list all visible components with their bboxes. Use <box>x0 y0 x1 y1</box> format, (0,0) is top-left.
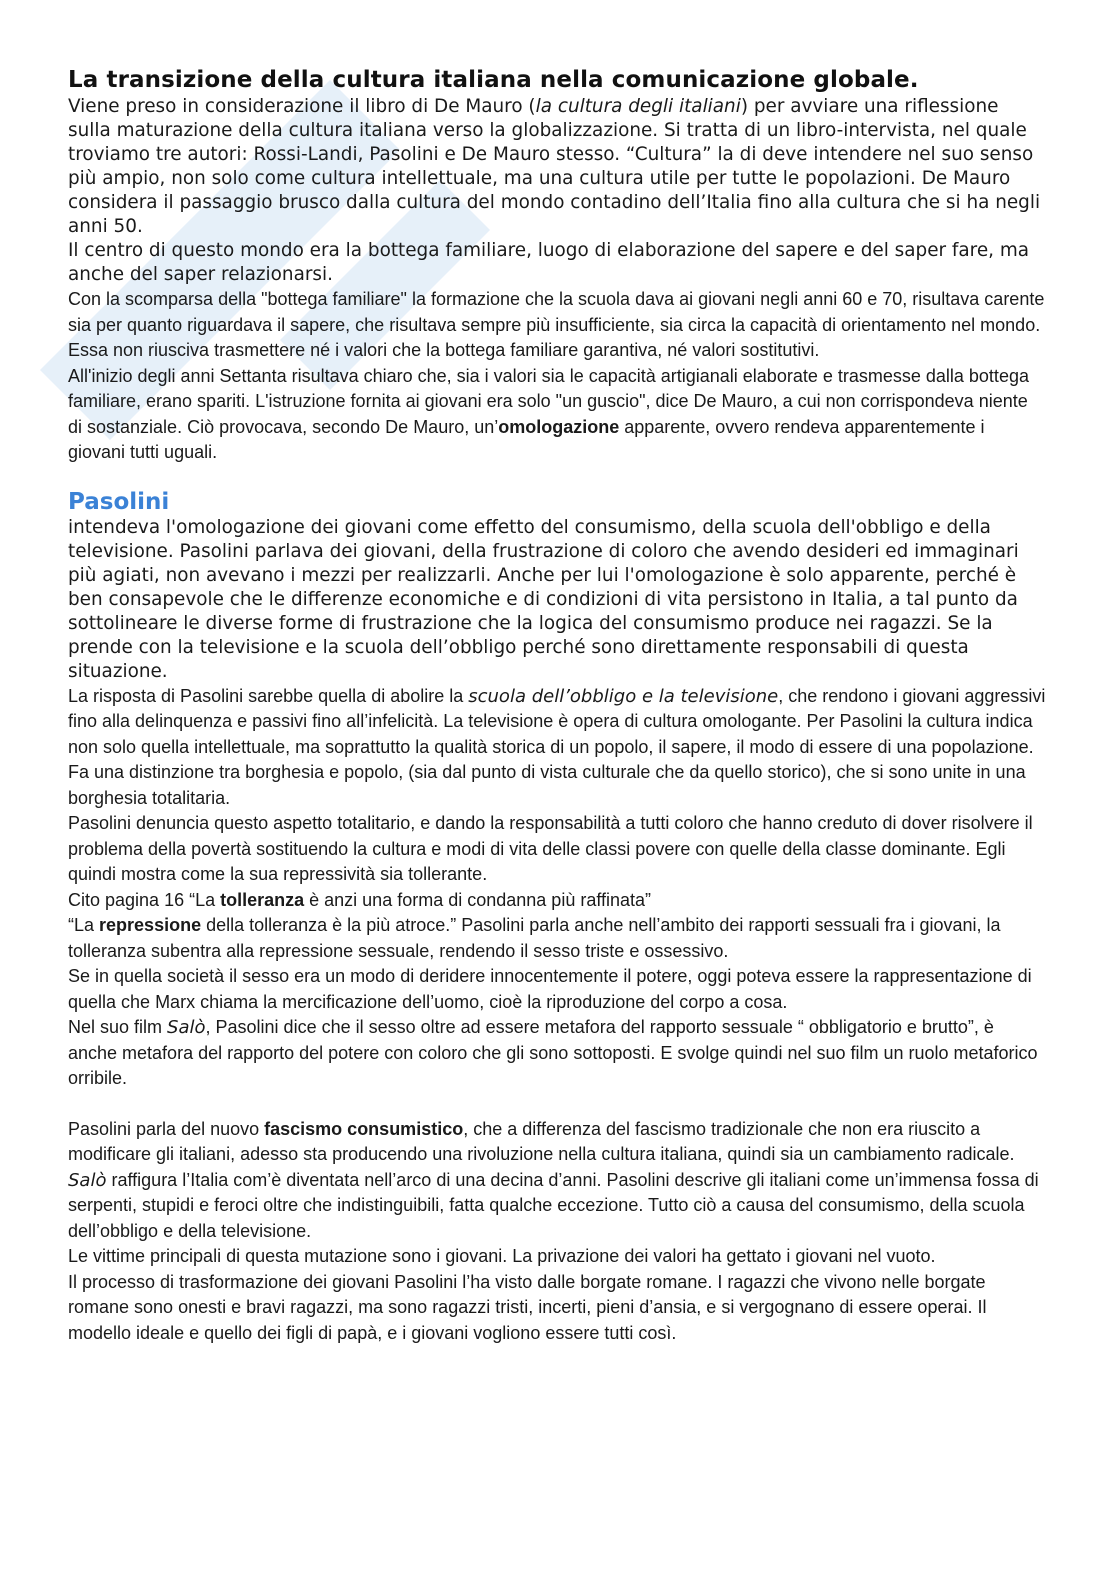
intro-paragraph: Viene preso in considerazione il libro di De Mauro (la cultura degli italiani) per avviare una riflessione sulla maturazione della cultura italiana verso la globalizzazione. Si tratta di un libro-intervista, nel quale troviamo tre autori: Rossi-Landi, Pasolini e De Mauro stesso. “Cultura” la di deve intendere nel suo senso più ampio, non solo come cultura intellettuale, ma una cultura utile per tutte le popolazioni. De Mauro considera il passaggio brusco dalla cultura del mondo contadino dell’Italia fino alla cultura che si ha negli anni 50. <box>68 96 1041 237</box>
body-paragraph: All'inizio degli anni Settanta risultava chiaro che, sia i valori sia le capacità artigianali elaborate e trasmesse dalla bottega familiare, erano spariti. L'istruzione fornita ai giovani era solo "un guscio", dice De Mauro, a cui non corrispondeva niente di sostanziale. Ciò provocava, secondo De Mauro, un’omologazione apparente, ovvero rendeva apparentemente i giovani tutti uguali. <box>68 365 1029 462</box>
italic-film-title: Salò <box>68 1169 107 1191</box>
pasolini-intro: intendeva l'omologazione dei giovani come effetto del consumismo, della scuola dell'obbligo e della televisione. Pasolini parlava dei giovani, della frustrazione di coloro che avendo desideri ed immaginari più agiati, non avevano i mezzi per realizzarli. Anche per lui l'omologazione è solo apparente, perché è ben consapevole che le differenze economiche e di condizioni di vita persistono in Italia, a tal punto da sottolineare le diverse forme di frustrazione che la logica del consumismo produce nei ragazzi. Se la prende con la televisione e la scuola dell’obbligo perché sono direttamente responsabili di questa situazione. <box>68 516 1019 682</box>
body-paragraph: Con la scomparsa della "bottega familiare" la formazione che la scuola dava ai giovani negli anni 60 e 70, risultava carente sia per quanto riguardava il sapere, che risultava sempre più insufficiente, sia circa la capacità di orientamento nel mondo. <box>68 289 1045 335</box>
bold-term: omologazione <box>498 416 620 437</box>
book-title: la cultura degli italiani <box>535 96 741 117</box>
body-paragraph: Cito pagina 16 “La tolleranza è anzi una forma di condanna più raffinata” <box>68 889 652 910</box>
document-title: La transizione della cultura italiana nella comunicazione globale. <box>68 67 919 93</box>
italic-term: scuola dell’obbligo e la televisione <box>468 685 779 707</box>
body-paragraph: Pasolini denuncia questo aspetto totalitario, e dando la responsabilità a tutti coloro che hanno creduto di dover risolvere il problema della povertà sostituendo la cultura e modi di vita delle classi povere con quelle della classe dominante. Egli quindi mostra come la sua repressività sia tollerante. <box>68 813 1033 884</box>
body-paragraph: Salò raffigura l’Italia com’è diventata nell’arco di una decina d’anni. Pasolini descrive gli italiani come un’immensa fossa di serpenti, stupidi e feroci oltre che indistinguibili, fatta qualche eccezione. Tutto ciò a causa del consumismo, della scuola dell’obbligo e della televisione. <box>68 1169 1039 1241</box>
body-paragraph: Se in quella società il sesso era un modo di deridere innocentemente il potere, oggi poteva essere la rappresentazione di quella che Marx chiama la mercificazione dell’uomo, cioè la riproduzione del corpo a cosa. <box>68 966 1032 1012</box>
body-paragraph: Il processo di trasformazione dei giovani Pasolini l’ha visto dalle borgate romane. I ragazzi che vivono nelle borgate romane sono onesti e bravi ragazzi, ma sono ragazzi tristi, incerti, pieni d’ansia, e si vergognano di essere operai. Il modello ideale e quello dei figli di papà, e i giovani vogliono essere tutti così. <box>68 1271 987 1343</box>
body-paragraph: Le vittime principali di questa mutazione sono i giovani. La privazione dei valori ha gettato i giovani nel vuoto. <box>68 1246 936 1266</box>
body-paragraph: “La repressione della tolleranza è la più atroce.” Pasolini parla anche nell’ambito dei rapporti sessuali fra i giovani, la tolleranza subentra alla repressione sessuale, rendendo il sesso triste e ossessivo. <box>68 915 1001 961</box>
body-paragraph: La risposta di Pasolini sarebbe quella di abolire la scuola dell’obbligo e la televisione, che rendono i giovani aggressivi fino alla delinquenza e passivi fino all’infelicità. La televisione è opera di cultura omologante. Per Pasolini la cultura indica non solo quella intellettuale, ma soprattutto la qualità storica di un popolo, il sapere, il modo di essere di una popolazione. Fa una distinzione tra borghesia e popolo, (sia dal punto di vista culturale che da quello storico), che si sono unite in una borghesia totalitaria. <box>68 685 1046 808</box>
intro-paragraph-2: Il centro di questo mondo era la bottega familiare, luogo di elaborazione del sapere e del saper fare, ma anche del saper relazionarsi. <box>68 240 1030 285</box>
bold-term: repressione <box>99 915 202 935</box>
section-heading-pasolini: Pasolini <box>68 488 170 515</box>
bold-term: fascismo consumistico <box>264 1118 464 1139</box>
paragraph-spacer <box>68 1092 1046 1117</box>
body-paragraph: Pasolini parla del nuovo fascismo consumistico, che a differenza del fascismo tradizionale che non era riuscito a modificare gli italiani, adesso sta producendo una rivoluzione nella cultura italiana, quindi sia un cambiamento radicale. <box>68 1118 1015 1164</box>
italic-film-title: Salò <box>167 1017 206 1038</box>
bold-term: tolleranza <box>220 889 305 910</box>
body-paragraph: Essa non riusciva trasmettere né i valori che la bottega familiare garantiva, né valori sostitutivi. <box>68 340 820 360</box>
body-paragraph: Nel suo film Salò, Pasolini dice che il sesso oltre ad essere metafora del rapporto sessuale “ obbligatorio e brutto”, è anche metafora del rapporto del potere con coloro che gli sono sottoposti. E svolge quindi nel suo film un ruolo metaforico orribile. <box>68 1017 1038 1088</box>
